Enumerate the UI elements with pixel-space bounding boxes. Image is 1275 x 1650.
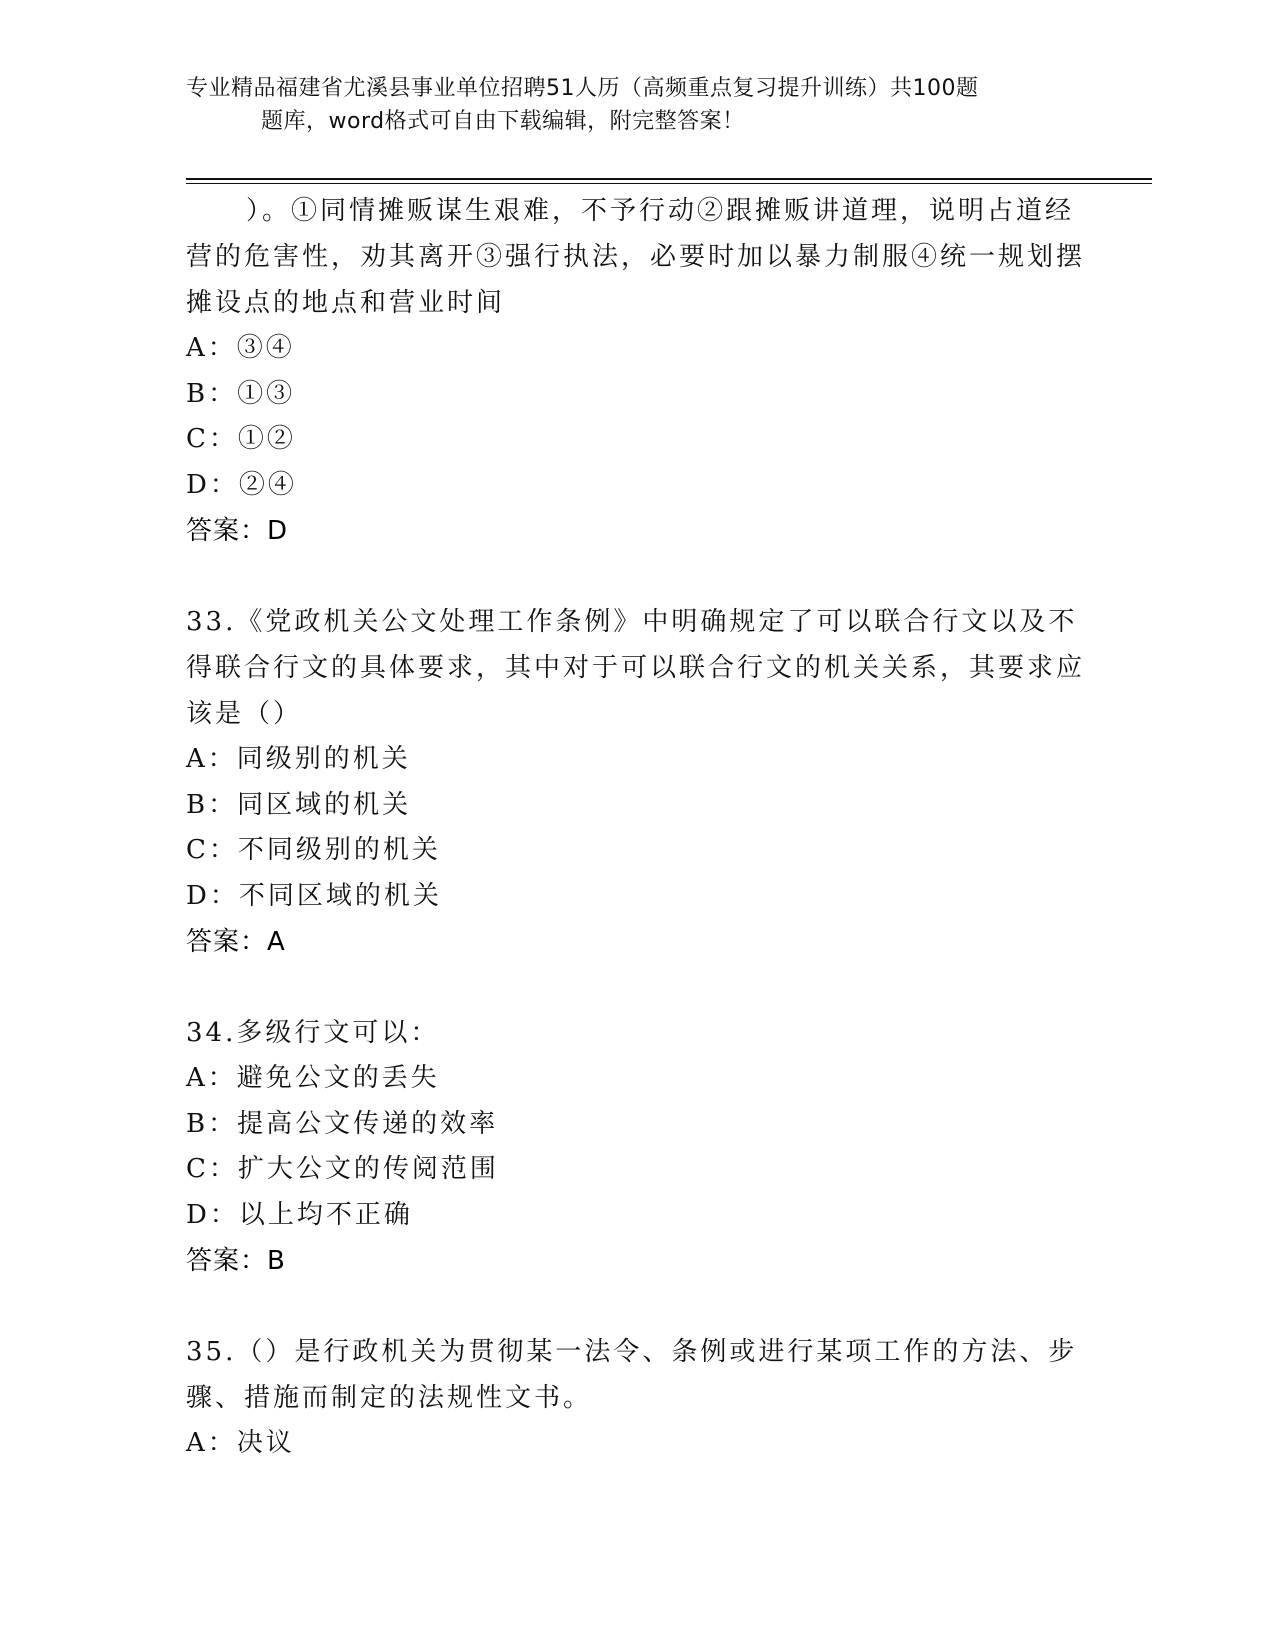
header-title-line2: 题库，word格式可自由下载编辑，附完整答案！ [261, 109, 745, 134]
option-b: B：同区域的机关 [186, 789, 412, 820]
header-rule-thick [186, 178, 1152, 180]
question-33 [186, 599, 1086, 965]
question-34 [186, 1010, 1086, 1284]
option-a: A：同级别的机关 [186, 744, 411, 774]
document-header [186, 72, 1086, 138]
option-d: D：不同区域的机关 [186, 880, 442, 911]
spacer [186, 554, 1086, 599]
option-a: A：避免公文的丢失 [186, 1063, 440, 1093]
document-body [186, 188, 1086, 1467]
option-a: A：③④ [186, 333, 295, 363]
spacer [186, 965, 1086, 1010]
option-d: D：②④ [186, 469, 297, 500]
option-c: C：不同级别的机关 [186, 835, 441, 865]
question-text: ）。①同情摊贩谋生艰难，不予行动②跟摊贩讲道理，说明占道经营的危害性，劝其离开③强行执法，必要时加以暴力制服④统一规划摆摊设点的地点和营业时间 [186, 196, 1086, 318]
spacer [186, 1284, 1086, 1329]
question-text: 35.（）是行政机关为贯彻某一法令、条例或进行某项工作的方法、步骤、措施而制定的法规性文书。 [186, 1337, 1078, 1413]
option-c: C：扩大公文的传阅范围 [186, 1154, 499, 1184]
question-32 [186, 188, 1086, 554]
header-title-line1: 专业精品福建省尤溪县事业单位招聘51人历（高频重点复习提升训练）共100题 [186, 76, 979, 101]
answer: 答案：B [186, 1246, 286, 1276]
option-c: C：①② [186, 424, 296, 454]
option-d: D：以上均不正确 [186, 1199, 413, 1230]
answer: 答案：D [186, 516, 289, 546]
answer: 答案：A [186, 927, 286, 957]
question-text: 34.多级行文可以： [186, 1018, 440, 1048]
option-b: B：①③ [186, 378, 296, 409]
header-rule-thin [186, 183, 1152, 184]
question-text: 33.《党政机关公文处理工作条例》中明确规定了可以联合行文以及不得联合行文的具体要求，其中对于可以联合行文的机关关系，其要求应该是（） [186, 607, 1086, 729]
option-b: B：提高公文传递的效率 [186, 1108, 499, 1139]
option-a: A：决议 [186, 1428, 295, 1458]
question-35 [186, 1329, 1086, 1467]
